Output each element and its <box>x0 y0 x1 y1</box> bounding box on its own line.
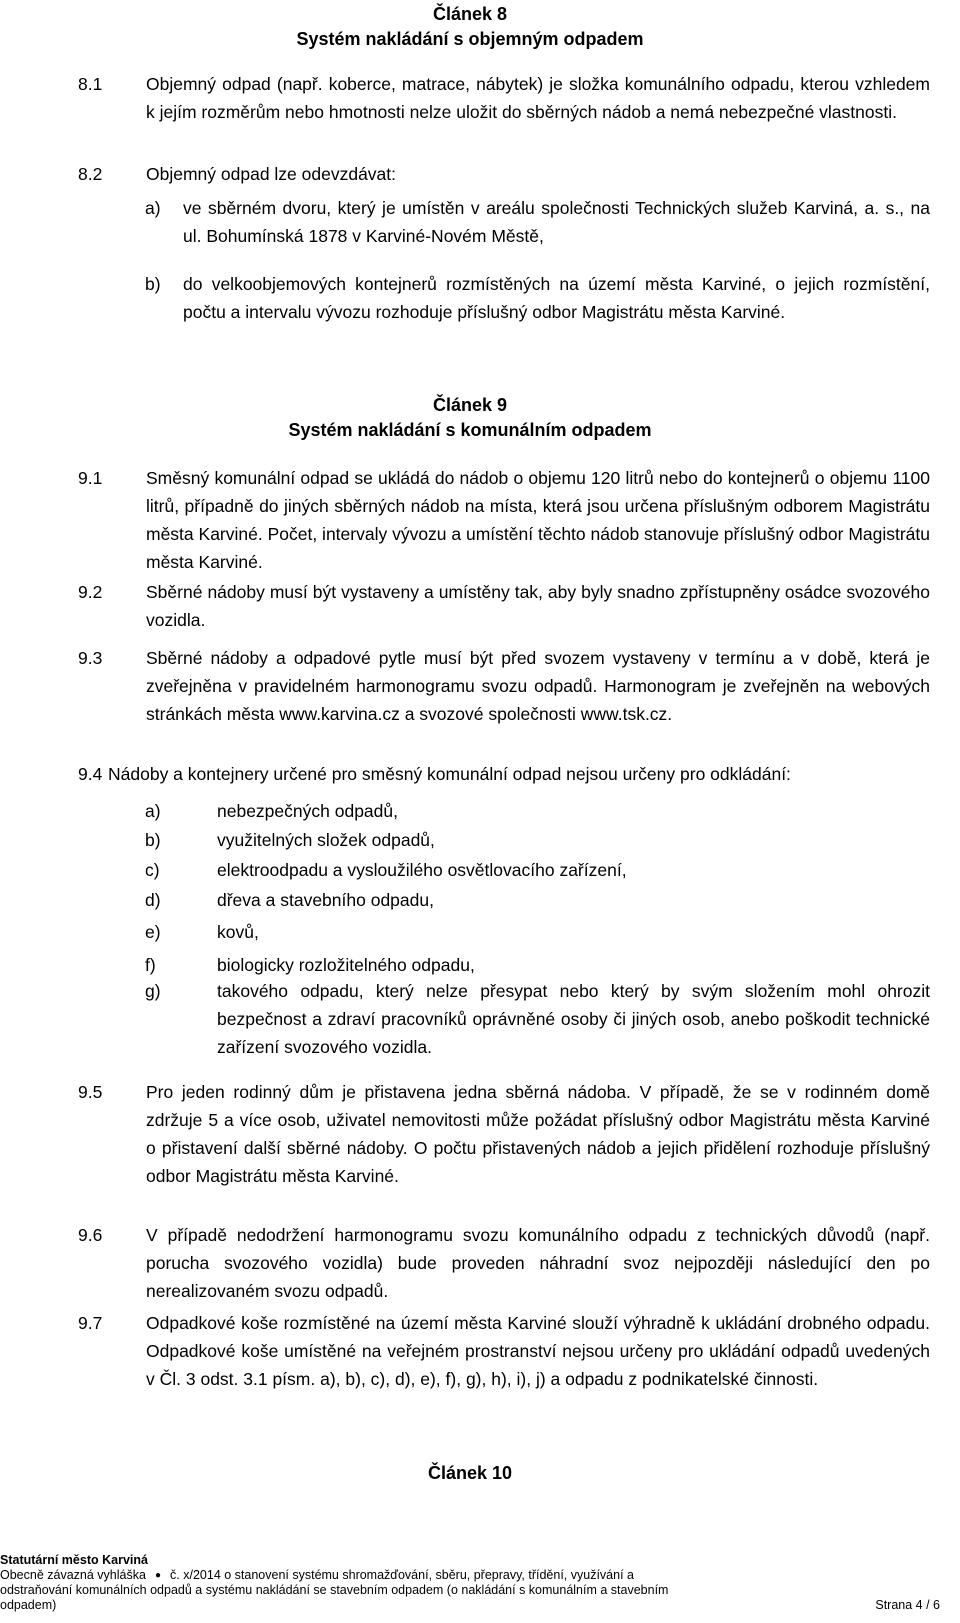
paragraph-text: V případě nedodržení harmonogramu svozu komunálního odpadu z technických důvodů (např. porucha svozového vozidla) bude proveden náhradní svoz nejpozději následující den po nerealizovaném svozu odpadů. <box>146 1225 930 1301</box>
list-item-text: takového odpadu, který nelze přesypat nebo který by svým složením mohl ohrozit bezpečnost a zdraví pracovníků oprávněné osoby či jiných osob, anebo poškodit technické zařízení svozového vozidla. <box>217 981 930 1057</box>
article-9-subtitle: Systém nakládání s komunálním odpadem <box>288 420 652 440</box>
list-item-label: e) <box>145 922 161 942</box>
paragraph-text: Pro jeden rodinný dům je přistavena jedna sběrná nádoba. V případě, že se v rodinném domě zdržuje 5 a více osob, uživatel nemovitosti může požádat příslušný odbor Magistrátu města Karviné o přistavení další sběrné nádoby. O počtu přistavených nádob a jejich přidělení rozhoduje příslušný odbor Magistrátu města Karviné. <box>146 1082 930 1186</box>
paragraph-number: 8.2 <box>78 164 103 184</box>
paragraph-8-1 <box>78 70 930 126</box>
paragraph-8-2 <box>78 160 930 188</box>
page-number: Strana 4 / 6 <box>875 1598 940 1613</box>
list-item <box>145 797 930 825</box>
footer-line-1 <box>0 1568 950 1583</box>
paragraph-text: Nádoby a kontejnery určené pro směsný komunální odpad nejsou určeny pro odkládání: <box>108 764 791 784</box>
footer-line-3: odpadem) <box>0 1598 57 1613</box>
list-item-text: využitelných složek odpadů, <box>217 830 435 850</box>
paragraph-number: 9.6 <box>78 1225 103 1245</box>
paragraph-number: 9.5 <box>78 1082 103 1102</box>
list-item <box>145 194 930 250</box>
paragraph-9-4 <box>78 760 948 788</box>
paragraph-text: Sběrné nádoby musí být vystaveny a umístěny tak, aby byly snadno zpřístupněny osádce svozového vozidla. <box>146 582 930 630</box>
article-9-title: Článek 9 <box>432 395 508 415</box>
footer-line-2: odstraňování komunálních odpadů a systému nakládání se stavebním odpadem (o nakládání s komunálním a stavebním <box>0 1583 669 1598</box>
article-10-title: Článek 10 <box>427 1463 513 1483</box>
page-footer <box>0 1553 950 1613</box>
paragraph-9-1 <box>78 464 930 576</box>
list-item-text: nebezpečných odpadů, <box>217 801 398 821</box>
paragraph-number: 9.7 <box>78 1313 103 1333</box>
bullet-dot-icon: ● <box>149 1570 167 1582</box>
list-item-label: a) <box>145 198 161 218</box>
paragraph-number: 9.2 <box>78 582 103 602</box>
list-item-label: f) <box>145 955 156 975</box>
list-item-text: biologicky rozložitelného odpadu, <box>217 955 475 975</box>
list-item-label: g) <box>145 981 161 1001</box>
list-item-label: a) <box>145 801 161 821</box>
paragraph-number: 9.1 <box>78 468 103 488</box>
list-item-text: ve sběrném dvoru, který je umístěn v areálu společnosti Technických služeb Karviná, a. s., na ul. Bohumínská 1878 v Karviné-Novém Městě, <box>183 198 930 246</box>
paragraph-number: 9.4 <box>78 764 103 784</box>
list-item-label: b) <box>145 830 161 850</box>
list-item <box>145 951 930 979</box>
paragraph-text: Odpadkové koše rozmístěné na území města Karviné slouží výhradně k ukládání drobného odpadu. Odpadkové koše umístěné na veřejném prostranství nejsou určeny pro ukládání odpadů uvedených v Čl. 3 odst. 3.1 písm. a), b), c), d), e), f), g), h), i), j) a odpadu z podnikatelské činnosti. <box>146 1313 930 1389</box>
footer-line-1-subject: č. x/2014 o stanovení systému shromažďování, sběru, přepravy, třídění, využívání a <box>170 1568 634 1582</box>
list-item-label: b) <box>145 274 161 294</box>
paragraph-text: Objemný odpad lze odevzdávat: <box>146 164 397 184</box>
list-item <box>145 886 930 914</box>
list-item-text: dřeva a stavebního odpadu, <box>217 890 434 910</box>
paragraph-text: Sběrné nádoby a odpadové pytle musí být před svozem vystaveny v termínu a v době, která je zveřejněna v pravidelném harmonogramu svozu odpadů. Harmonogram je zveřejněn na webových stránkách města www.karvina.cz a svozové společnosti www.tsk.cz. <box>146 648 930 724</box>
paragraph-9-5 <box>78 1078 930 1190</box>
article-8-subtitle: Systém nakládání s objemným odpadem <box>296 29 644 49</box>
list-item-text: do velkoobjemových kontejnerů rozmístěných na území města Karviné, o jejich rozmístění, počtu a intervalu vývozu rozhoduje příslušný odbor Magistrátu města Karviné. <box>183 274 930 322</box>
list-item-text: kovů, <box>217 922 259 942</box>
list-item <box>145 977 930 1061</box>
paragraph-9-7 <box>78 1309 930 1393</box>
list-item <box>145 856 930 884</box>
paragraph-9-2 <box>78 578 930 634</box>
list-item-label: c) <box>145 860 160 880</box>
article-8-title: Článek 8 <box>432 4 508 24</box>
paragraph-text: Směsný komunální odpad se ukládá do nádob o objemu 120 litrů nebo do kontejnerů o objemu 1100 litrů, případně do jiných sběrných nádob na místa, která jsou určena příslušným odborem Magistrátu města Karviné. Počet, intervaly vývozu a umístění těchto nádob stanovuje příslušný odbor Magistrátu města Karviné. <box>146 468 931 572</box>
paragraph-text: Objemný odpad (např. koberce, matrace, nábytek) je složka komunálního odpadu, kterou vzhledem k jejím rozměrům nebo hmotnosti nelze uložit do sběrných nádob a nemá nebezpečné vlastnosti. <box>146 74 930 122</box>
paragraph-number: 9.3 <box>78 648 103 668</box>
paragraph-9-3 <box>78 644 930 728</box>
list-item <box>145 918 930 946</box>
paragraph-9-6 <box>78 1221 930 1305</box>
list-item <box>145 826 930 854</box>
list-item-text: elektroodpadu a vysloužilého osvětlovacího zařízení, <box>217 860 627 880</box>
paragraph-number: 8.1 <box>78 74 103 94</box>
list-item-label: d) <box>145 890 161 910</box>
list-item <box>145 270 930 326</box>
footer-line-1-title: Obecně závazná vyhláška <box>0 1568 146 1582</box>
footer-city: Statutární město Karviná <box>0 1553 148 1567</box>
